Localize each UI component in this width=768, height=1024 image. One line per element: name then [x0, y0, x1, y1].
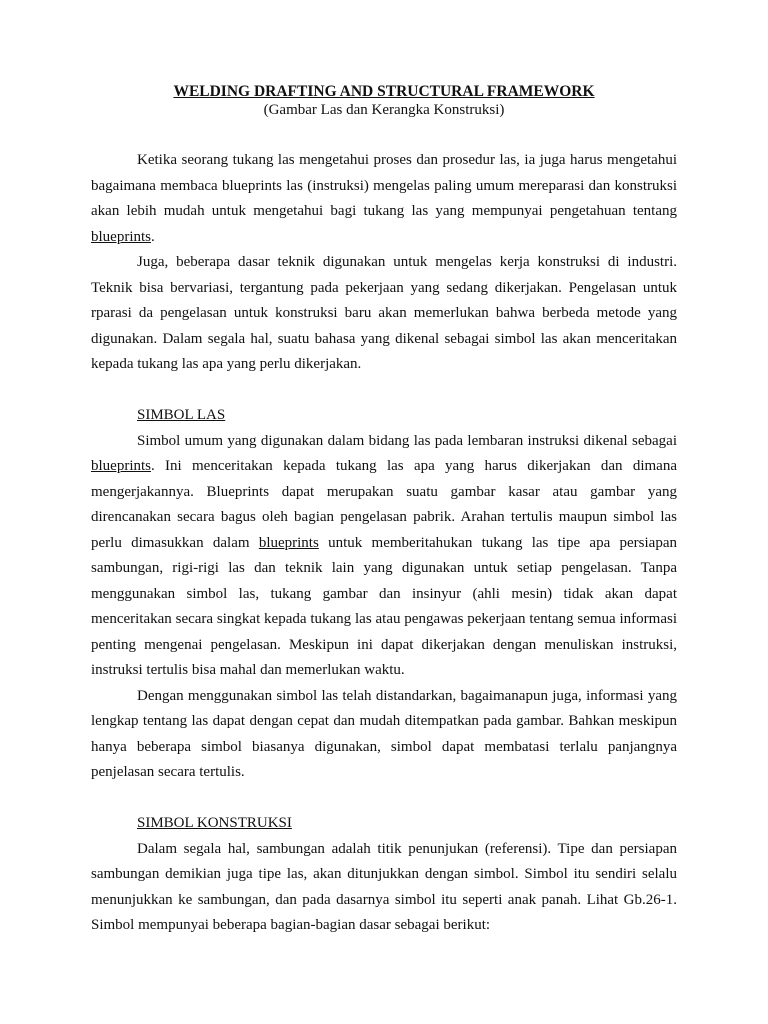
document-body — [91, 148, 677, 939]
blueprints-term: blueprints — [91, 458, 151, 474]
document-title: WELDING DRAFTING AND STRUCTURAL FRAMEWORK — [173, 83, 595, 100]
paragraph-techniques: Juga, beberapa dasar teknik digunakan untuk mengelas kerja konstruksi di industri. Teknik bisa bervariasi, tergantung pada pekerjaan yang sedang dikerjakan. Pengelasan untuk rparasi da pengelasan untuk konstruksi baru akan memerlukan bahwa berbeda metode yang digunakan. Dalam segala hal, suatu bahasa yang dikenal sebagai simbol las akan menceritakan kepada tukang las apa yang perlu dikerjakan. — [91, 254, 677, 372]
paragraph-text: Simbol umum yang digunakan dalam bidang las pada lembaran instruksi dikenal sebagai — [137, 432, 677, 449]
spacer — [91, 786, 677, 812]
spacer — [91, 378, 677, 404]
paragraph-text: untuk memberitahukan tukang las tipe apa persiapan sambungan, rigi-rigi las dan teknik lain yang digunakan untuk setiap pengelasan. Tanpa menggunakan simbol las, tukang gambar dan insinyur (ahli mesin) tidak akan dapat menceritakan secara singkat kepada tukang las atau pengawas pekerjaan tentang semua informasi penting mengenai pengelasan. Meskipun ini dapat dikerjakan dengan menuliskan instruksi, instruksi tertulis bisa mahal dan memerlukan waktu. — [91, 534, 678, 678]
paragraph-text: Ketika seorang tukang las mengetahui proses dan prosedur las, ia juga harus mengetahui bagaimana membaca blueprints las (instruksi) mengelas paling umum mereparasi dan konstruksi akan lebih mudah untuk mengetahui bagi tukang las yang mempunyai pengetahuan tentang — [91, 152, 677, 219]
paragraph-standard-symbols: Dengan menggunakan simbol las telah distandarkan, bagaimanapun juga, informasi yang lengkap tentang las dapat dengan cepat dan mudah ditempatkan pada gambar. Bahkan meskipun hanya beberapa simbol biasanya digunakan, simbol dapat membatasi terlalu panjangnya penjelasan secara tertulis. — [91, 687, 677, 780]
title-block — [0, 83, 768, 119]
paragraph-intro — [91, 148, 677, 250]
paragraph-text: . — [151, 228, 155, 245]
blueprints-term: blueprints — [91, 228, 151, 245]
heading-simbol-konstruksi: SIMBOL KONSTRUKSI — [137, 815, 292, 831]
heading-simbol-las: SIMBOL LAS — [137, 407, 226, 423]
blueprints-term: blueprints — [258, 534, 319, 551]
document-subtitle: (Gambar Las dan Kerangka Konstruksi) — [263, 102, 505, 118]
paragraph-text: . Ini menceritakan kepada tukang las apa yang harus dikerjakan dan dimana mengerjakannya. Blueprints dapat merupakan suatu gambar kasar atau gambar yang direncanakan secara bagus oleh bagian pengelasan pabrik. Arahan tertulis maupun simbol las perlu dimasukkan dalam — [91, 458, 677, 551]
paragraph-simbol-las — [91, 429, 677, 684]
paragraph-simbol-konstruksi: Dalam segala hal, sambungan adalah titik penunjukan (referensi). Tipe dan persiapan sambungan demikian juga tipe las, akan ditunjukkan dengan simbol. Simbol itu sendiri selalu menunjukkan ke sambungan, dan pada dasarnya simbol itu seperti anak panah. Lihat Gb.26-1. Simbol mempunyai beberapa bagian-bagian dasar sebagai berikut: — [91, 840, 677, 933]
